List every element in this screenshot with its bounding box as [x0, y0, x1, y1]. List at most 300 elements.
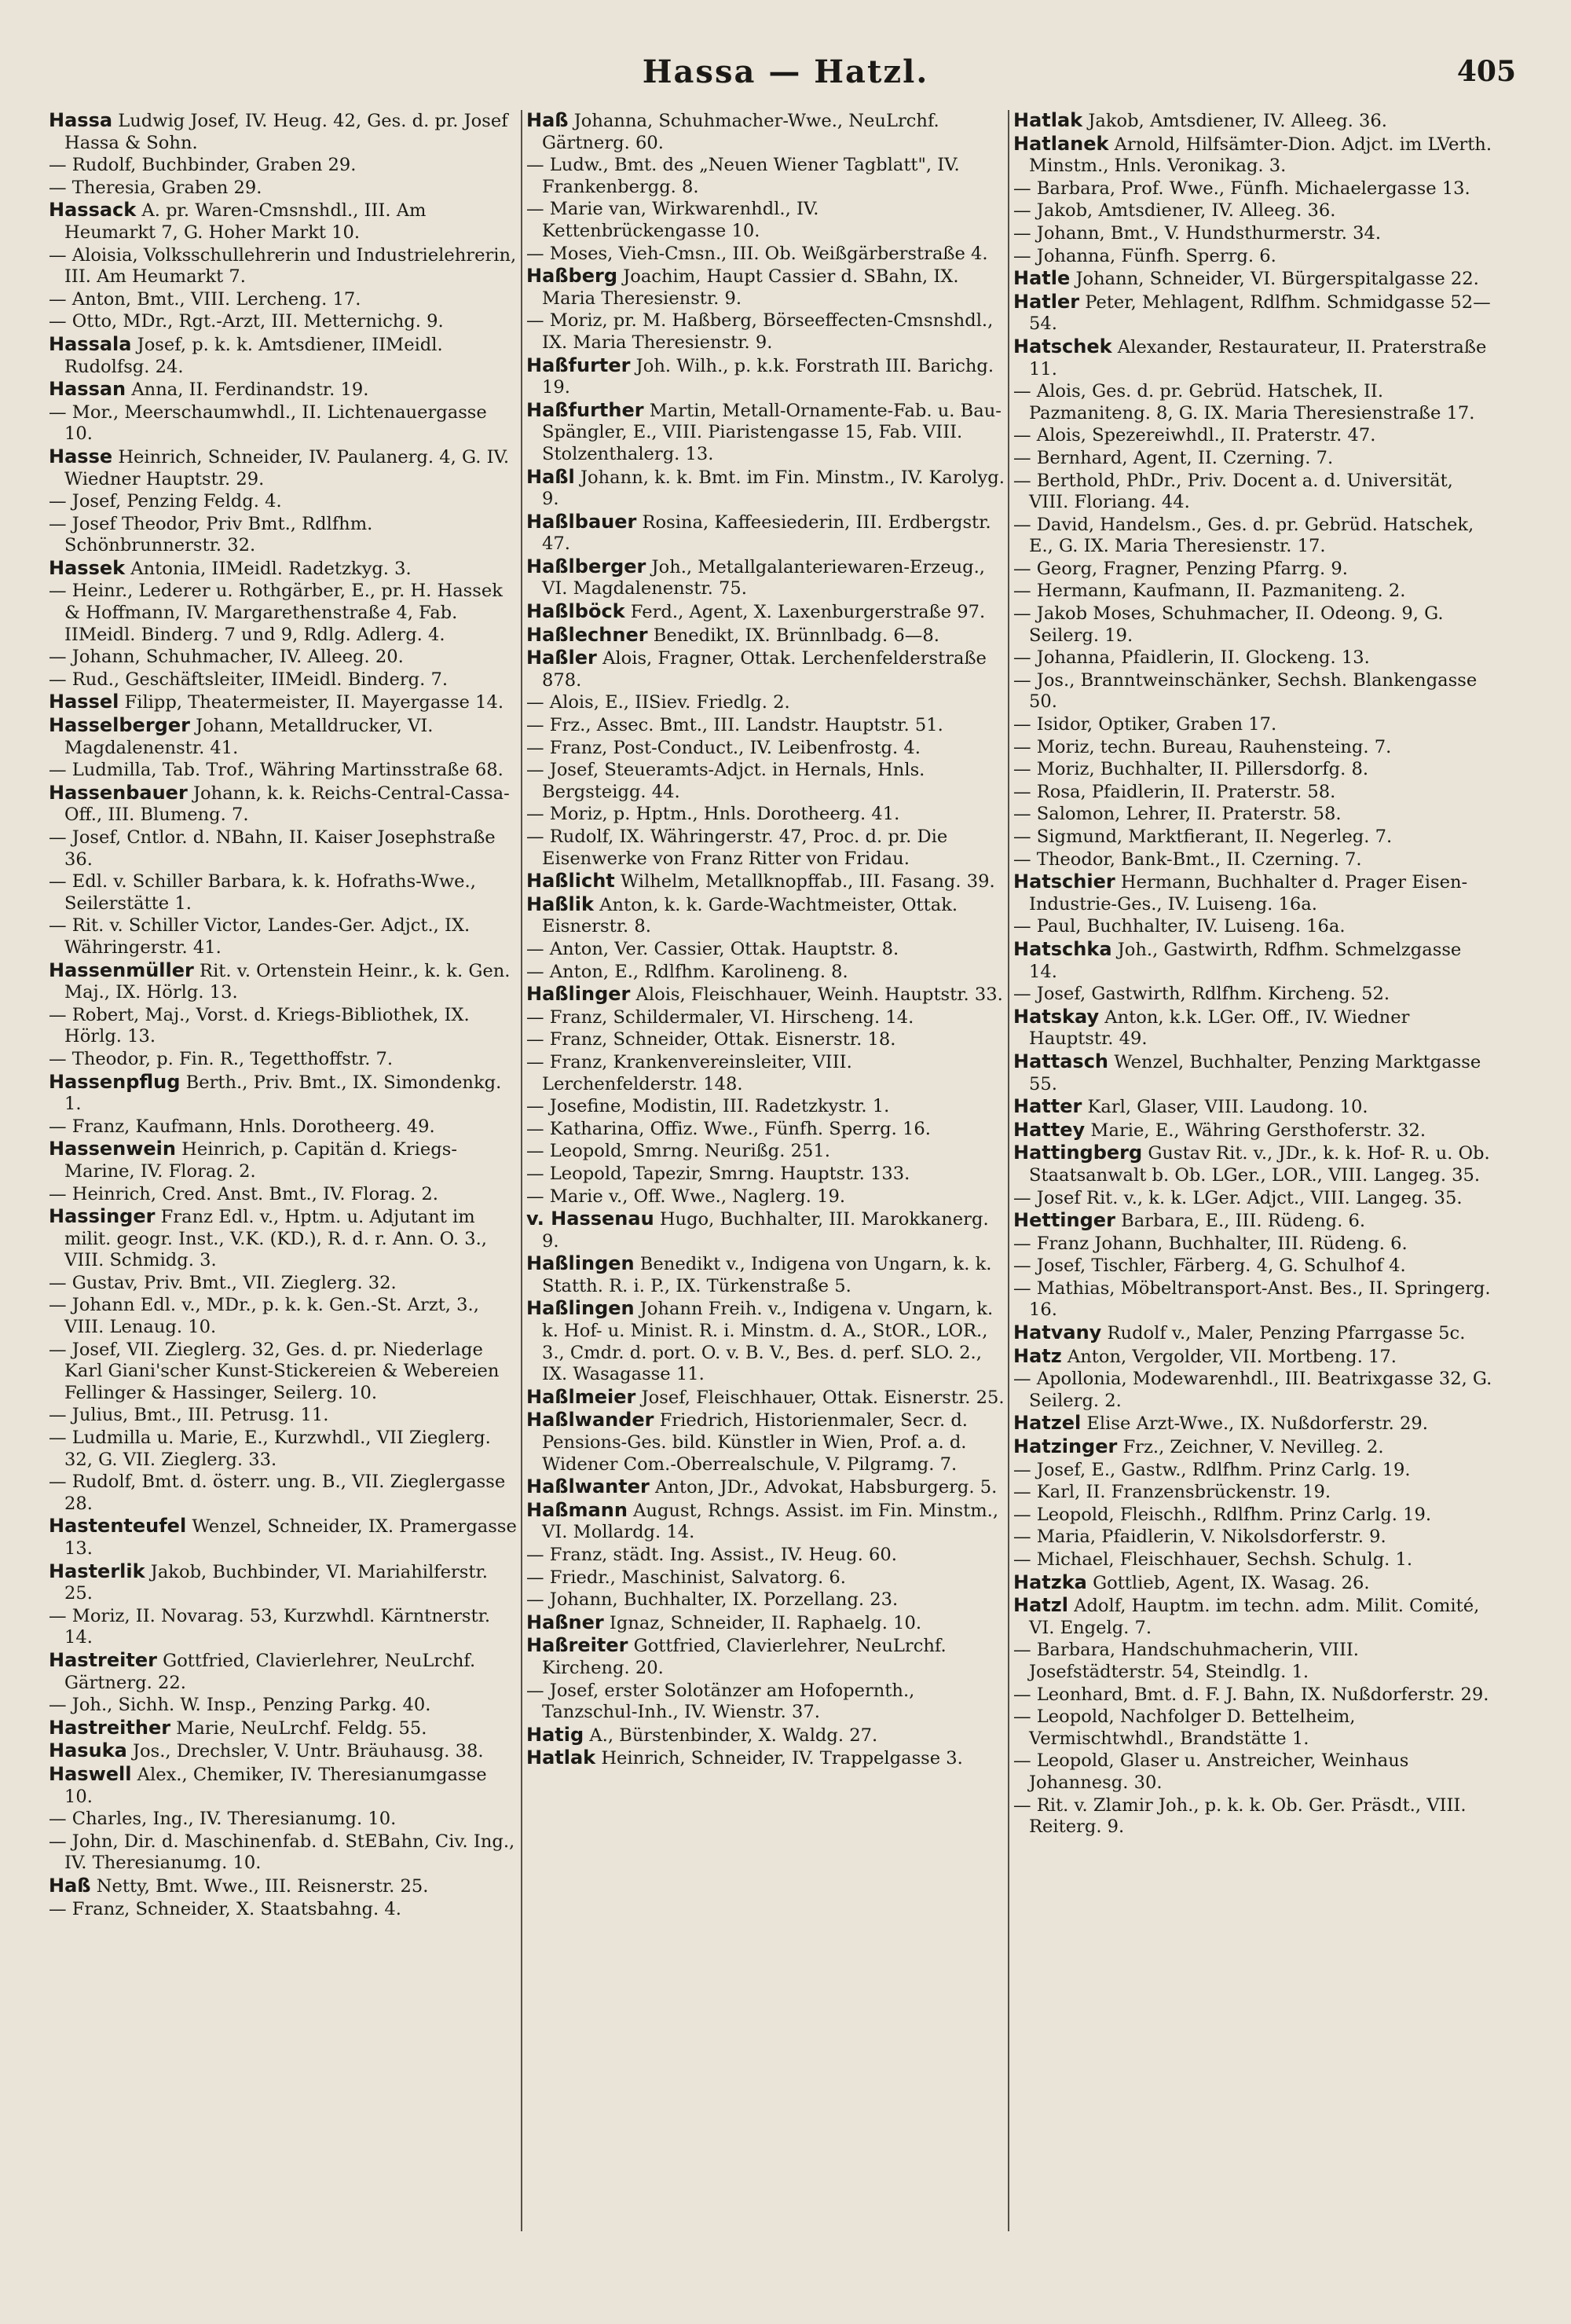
directory-entry — [49, 1561, 520, 1605]
directory-entry — [1013, 647, 1492, 669]
entry-details: — Anton, Bmt., VIII. Lercheng. 17. — [49, 288, 361, 310]
entry-surname: Haßlicht — [526, 870, 615, 893]
directory-entry — [1013, 1750, 1492, 1794]
directory-entry — [49, 1516, 520, 1560]
entry-details: — Theodor, p. Fin. R., Tegetthoffstr. 7. — [49, 1048, 394, 1069]
entry-details: — Moriz, techn. Bureau, Rauhensteing. 7. — [1013, 736, 1392, 757]
entry-details: — Berthold, PhDr., Priv. Docent a. d. Universität, VIII. Floriang. 44. — [1013, 470, 1453, 513]
entry-details: — Leopold, Nachfolger D. Bettelheim, Vermischtwhdl., Brandstätte 1. — [1013, 1706, 1356, 1749]
directory-entry — [1013, 1051, 1492, 1095]
directory-entry — [526, 1725, 1005, 1747]
entry-details: — Theodor, Bank-Bmt., II. Czerning. 7. — [1013, 849, 1362, 870]
entry-details: — Josef, Tischler, Färberg. 4, G. Schulhof 4. — [1013, 1255, 1406, 1277]
entry-surname: Haßmann — [526, 1498, 628, 1521]
entry-details: Berth., Priv. Bmt., IX. Simondenkg. 1. — [64, 1072, 502, 1115]
entry-details: — Mathias, Möbeltransport-Anst. Bes., II. Springerg. 16. — [1013, 1277, 1491, 1321]
entry-details: Marie, E., Währing Gersthoferstr. 32. — [1085, 1120, 1426, 1141]
entry-details: — Theresia, Graben 29. — [49, 177, 262, 198]
entry-details: — Leonhard, Bmt. d. F. J. Bahn, IX. Nußdorferstr. 29. — [1013, 1684, 1489, 1705]
directory-entry — [1013, 581, 1492, 603]
entry-details: — Josef, Penzing Feldg. 4. — [49, 491, 282, 512]
entry-details: — Moriz, Buchhalter, II. Pillersdorfg. 8. — [1013, 759, 1369, 780]
directory-entry — [526, 1409, 1005, 1475]
entry-details: — Rudolf, IX. Währingerstr. 47, Proc. d. pr. Die Eisenwerke von Franz Ritter von Fridau. — [526, 827, 948, 869]
entry-details: Joh., Metallgalanteriewaren-Erzeug., VI. Magdalenenstr. 75. — [542, 556, 985, 599]
entry-details: Anton, Vergolder, VII. Mortbeng. 17. — [1061, 1346, 1397, 1367]
entry-details: Wenzel, Buchhalter, Penzing Marktgasse 55. — [1029, 1051, 1481, 1094]
directory-entry — [49, 110, 520, 154]
directory-entry — [526, 511, 1005, 555]
entry-surname: Hassek — [49, 556, 126, 579]
entry-details: Alois, Fragner, Ottak. Lerchenfelderstraße 878. — [542, 648, 987, 691]
directory-entry — [526, 310, 1005, 354]
entry-details: — Heinrich, Cred. Anst. Bmt., IV. Florag. 2. — [49, 1183, 438, 1204]
entry-surname: Hatschek — [1013, 335, 1112, 357]
column-3 — [1013, 110, 1492, 2286]
directory-entry — [1013, 200, 1492, 222]
directory-entry — [49, 1049, 520, 1071]
entry-details: — Barbara, Handschuhmacherin, VIII. Josefstädterstr. 54, Steindlg. 1. — [1013, 1640, 1359, 1682]
directory-entry — [1013, 381, 1492, 424]
entry-details: — Maria, Pfaidlerin, V. Nikolsdorferstr. 9. — [1013, 1527, 1386, 1548]
entry-details: — Julius, Bmt., III. Petrusg. 11. — [49, 1405, 329, 1426]
entry-surname: Hassenmüller — [49, 959, 194, 981]
directory-entry — [1013, 559, 1492, 581]
entry-details: Martin, Metall-Ornamente-Fab. u. Bau-Spängler, E., VIII. Piaristengasse 15, Fab. VIII. Stolzenthalerg. 13. — [542, 400, 1002, 464]
directory-entry — [526, 110, 1005, 154]
entry-details: Filipp, Theatermeister, II. Mayergasse 14. — [119, 692, 504, 713]
entry-surname: Hattasch — [1013, 1050, 1109, 1072]
directory-entry — [49, 514, 520, 557]
directory-entry — [1013, 336, 1492, 380]
entry-details: Johann Freih. v., Indigena v. Ungarn, k. k. Hof- u. Minist. R. i. Minstm. d. A., StOR., LOR., 3., Cmdr. d. port. O. v. B. V., Bes. d. perf. SLO. 2., IX. Wasagasse 11. — [542, 1299, 994, 1385]
entry-details: — Bernhard, Agent, II. Czerning. 7. — [1013, 447, 1334, 468]
directory-entry — [49, 1831, 520, 1875]
entry-details: — Marie v., Off. Wwe., Naglerg. 19. — [526, 1186, 846, 1207]
directory-entry — [49, 783, 520, 827]
directory-entry — [49, 1072, 520, 1116]
entry-details: — Franz, Schneider, X. Staatsbahng. 4. — [49, 1898, 401, 1919]
directory-entry — [49, 558, 520, 581]
entry-details: Rosina, Kaffeesiederin, III. Erdbergstr. 47. — [542, 511, 991, 555]
directory-entry — [49, 960, 520, 1004]
entry-details: Benedikt, IX. Brünnlbadg. 6—8. — [647, 625, 939, 646]
entry-details: — Hermann, Kaufmann, II. Pazmaniteng. 2. — [1013, 581, 1406, 602]
entry-details: Johann, k. k. Bmt. im Fin. Minstm., IV. Karolyg. 9. — [542, 467, 1005, 510]
entry-details: — Josef, Steueramts-Adjct. in Hernals, Hnls. Bergsteigg. 44. — [526, 760, 925, 802]
directory-entry — [49, 871, 520, 915]
entry-details: — Rud., Geschäftsleiter, IIMeidl. Binderg. 7. — [49, 669, 449, 690]
directory-entry — [526, 984, 1005, 1006]
entry-details: Elise Arzt-Wwe., IX. Nußdorferstr. 29. — [1081, 1413, 1428, 1435]
entry-details: Alex., Chemiker, IV. Theresianumgasse 10. — [64, 1764, 487, 1807]
entry-details: — Paul, Buchhalter, IV. Luiseng. 16a. — [1013, 916, 1346, 937]
entry-surname: Hatlak — [1013, 110, 1083, 131]
entry-details: Joh. Wilh., p. k.k. Forstrath III. Barichg. 19. — [542, 355, 994, 398]
entry-details: — Josef, erster Solotänzer am Hofopernth., Tanzschul-Inh., IV. Wienstr. 37. — [526, 1680, 915, 1723]
directory-entry — [49, 311, 520, 333]
entry-details: — Rudolf, Buchbinder, Graben 29. — [49, 155, 357, 176]
directory-entry — [1013, 827, 1492, 849]
entry-surname: Hasuka — [49, 1739, 127, 1762]
entry-details: Jos., Drechsler, V. Untr. Bräuhausg. 38. — [126, 1741, 484, 1762]
directory-entry — [526, 1589, 1005, 1611]
entry-details: — Franz, Krankenvereinsleiter, VIII. Lerchenfelderstr. 148. — [526, 1051, 852, 1094]
entry-details: Rudolf v., Maler, Penzing Pfarrgasse 5c. — [1101, 1323, 1466, 1344]
entry-details: — Alois, Spezereiwhdl., II. Praterstr. 47. — [1013, 425, 1376, 446]
directory-entry — [1013, 223, 1492, 245]
directory-entry — [49, 1695, 520, 1717]
directory-entry — [49, 1005, 520, 1048]
entry-details: Anna, II. Ferdinandstr. 19. — [126, 379, 369, 401]
directory-entry — [49, 178, 520, 200]
entry-surname: Hatskay — [1013, 1005, 1100, 1028]
entry-details: — Jakob Moses, Schuhmacher, II. Odeong. 9, G. Seilerg. 19. — [1013, 603, 1444, 646]
entry-surname: Hassa — [49, 110, 113, 131]
entry-details: — Josef, Gastwirth, Rdlfhm. Kircheng. 52. — [1013, 984, 1390, 1005]
directory-entry — [526, 1387, 1005, 1409]
entry-details: A., Bürstenbinder, X. Waldg. 27. — [584, 1725, 878, 1746]
entry-details: — Josef, E., Gastw., Rdlfhm. Prinz Carlg. 19. — [1013, 1459, 1411, 1480]
entry-details: — Jos., Branntweinschänker, Sechsh. Blankengasse 50. — [1013, 669, 1478, 713]
entry-surname: Hassan — [49, 378, 126, 401]
directory-entry — [1013, 1706, 1492, 1750]
directory-entry — [1013, 782, 1492, 804]
entry-details: Jakob, Buchbinder, VI. Mariahilferstr. 25. — [64, 1561, 488, 1604]
directory-entry — [1013, 425, 1492, 447]
entry-details: — Katharina, Offiz. Wwe., Fünfh. Sperrg. 16. — [526, 1118, 931, 1139]
directory-entry — [526, 1253, 1005, 1297]
entry-surname: Hatzl — [1013, 1594, 1068, 1617]
entry-details: Heinrich, Schneider, IV. Paulanerg. 4, G. IV. Wiedner Hauptstr. 29. — [64, 446, 510, 489]
entry-surname: Hatz — [1013, 1344, 1062, 1367]
entry-details: Friedrich, Historienmaler, Secr. d. Pensions-Ges. bild. Künstler in Wien, Prof. a. d. Widener Com.-Oberrealschule, V. Pilgramg. 7. — [542, 1410, 968, 1475]
directory-entry — [1013, 515, 1492, 558]
entry-details: — Ludmilla, Tab. Trof., Währing Martinsstraße 68. — [49, 760, 504, 781]
directory-entry — [1013, 291, 1492, 335]
entry-details: — Marie van, Wirkwarenhdl., IV. Kettenbrückengasse 10. — [526, 199, 819, 241]
directory-entry — [1013, 246, 1492, 268]
directory-entry — [1013, 849, 1492, 871]
entry-details: Josef, Fleischhauer, Ottak. Eisnerstr. 25. — [635, 1387, 1005, 1408]
entry-surname: Haßlingen — [526, 1297, 635, 1320]
entry-details: Johann, k. k. Reichs-Central-Cassa-Off., III. Blumeng. 7. — [64, 783, 510, 826]
entry-surname: Hastreiter — [49, 1648, 157, 1671]
entry-surname: Haßlberger — [526, 555, 646, 577]
directory-entry — [526, 962, 1005, 984]
directory-entry — [49, 1650, 520, 1694]
entry-details: — Franz, Post-Conduct., IV. Leibenfrostg. 4. — [526, 737, 921, 758]
entry-surname: Haßner — [526, 1611, 604, 1633]
entry-surname: Hatschier — [1013, 871, 1115, 893]
entry-surname: Hatler — [1013, 290, 1080, 313]
entry-details: — Johann, Bmt., V. Hundsthurmerstr. 34. — [1013, 222, 1382, 244]
directory-entry — [1013, 1684, 1492, 1706]
entry-details: — Moses, Vieh-Cmsn., III. Ob. Weißgärberstraße 4. — [526, 243, 988, 264]
directory-entry — [526, 760, 1005, 803]
entry-surname: Hatzka — [1013, 1571, 1087, 1593]
entry-details: — Moriz, pr. M. Haßberg, Börseeffecten-Cmsnshdl., IX. Maria Theresienstr. 9. — [526, 310, 994, 353]
entry-surname: Hattey — [1013, 1118, 1086, 1141]
entry-details: — Edl. v. Schiller Barbara, k. k. Hofraths-Wwe., Seilerstätte 1. — [49, 871, 476, 914]
entry-details: — Leopold, Glaser u. Anstreicher, Weinhaus Johannesg. 30. — [1013, 1750, 1409, 1793]
entry-details: Marie, NeuLrchf. Feldg. 55. — [170, 1717, 427, 1739]
directory-entry — [1013, 916, 1492, 938]
entry-details: Karl, Glaser, VIII. Laudong. 10. — [1082, 1097, 1368, 1118]
entry-details: — Alois, E., IISiev. Friedlg. 2. — [526, 692, 790, 713]
directory-entry — [1013, 1413, 1492, 1435]
directory-entry — [526, 1500, 1005, 1544]
entry-surname: Hatschka — [1013, 937, 1112, 960]
directory-entry — [526, 738, 1005, 760]
directory-entry — [1013, 737, 1492, 759]
directory-entry — [526, 1635, 1005, 1679]
directory-entry — [1013, 110, 1492, 133]
entry-details: Anton, k.k. LGer. Off., IV. Wiedner Hauptstr. 49. — [1029, 1006, 1410, 1050]
entry-details: — Rit. v. Schiller Victor, Landes-Ger. Adjct., IX. Währingerstr. 41. — [49, 915, 471, 958]
entry-details: — Karl, II. Franzensbrückenstr. 19. — [1013, 1482, 1331, 1503]
entry-surname: Hassel — [49, 691, 119, 713]
entry-details: Barbara, E., III. Rüdeng. 6. — [1115, 1211, 1366, 1232]
entry-details: Frz., Zeichner, V. Nevilleg. 2. — [1117, 1437, 1384, 1458]
entry-surname: Hassinger — [49, 1205, 156, 1228]
directory-entry — [526, 1096, 1005, 1118]
directory-entry — [1013, 1505, 1492, 1527]
directory-entry — [49, 1428, 520, 1471]
entry-details: — Franz, Kaufmann, Hnls. Dorotheerg. 49. — [49, 1116, 435, 1137]
directory-entry — [526, 1567, 1005, 1589]
entry-surname: Haßfurter — [526, 354, 631, 376]
entry-surname: Hatle — [1013, 267, 1071, 290]
directory-entry — [49, 200, 520, 244]
directory-entry — [1013, 1369, 1492, 1412]
directory-entry — [49, 1764, 520, 1808]
entry-details: — Robert, Maj., Vorst. d. Kriegs-Bibliothek, IX. Hörlg. 13. — [49, 1004, 470, 1047]
entry-surname: Haßl — [526, 465, 575, 488]
directory-entry — [1013, 1346, 1492, 1369]
entry-details: — Leopold, Fleischh., Rdlfhm. Prinz Carlg. 19. — [1013, 1504, 1432, 1525]
directory-entry — [526, 1029, 1005, 1051]
entry-details: — Ludw., Bmt. des „Neuen Wiener Tagblatt", IV. Frankenbergg. 8. — [526, 155, 960, 197]
entry-details: A. pr. Waren-Cmsnshdl., III. Am Heumarkt 7, G. Hoher Markt 10. — [64, 200, 427, 243]
entry-surname: Hatzel — [1013, 1412, 1082, 1435]
directory-entry — [1013, 871, 1492, 915]
entry-details: — Moriz, II. Novarag. 53, Kurzwhdl. Kärntnerstr. 14. — [49, 1605, 491, 1648]
directory-entry — [1013, 471, 1492, 514]
directory-entry — [49, 379, 520, 401]
directory-entry — [1013, 1233, 1492, 1255]
directory-entry — [49, 1809, 520, 1831]
page-title: Hassa — Hatzl. — [642, 53, 929, 90]
directory-entry — [49, 827, 520, 871]
entry-surname: Haßberg — [526, 265, 618, 288]
directory-entry — [1013, 1795, 1492, 1838]
directory-entry — [1013, 178, 1492, 200]
directory-entry — [49, 1606, 520, 1649]
directory-entry — [49, 446, 520, 490]
directory-entry — [1013, 1188, 1492, 1210]
entry-details: Gottlieb, Agent, IX. Wasag. 26. — [1086, 1572, 1370, 1593]
entry-surname: Hassala — [49, 332, 132, 355]
entry-details: — Josefine, Modistin, III. Radetzkystr. 1. — [526, 1096, 890, 1117]
entry-details: Heinrich, p. Capitän d. Kriegs-Marine, IV. Florag. 2. — [64, 1139, 457, 1182]
directory-entry — [526, 804, 1005, 826]
directory-entry — [526, 266, 1005, 310]
directory-entry — [1013, 939, 1492, 983]
entry-details: Heinrich, Schneider, IV. Trappelgasse 3. — [595, 1748, 963, 1769]
entry-surname: Haßlechner — [526, 623, 648, 646]
entry-details: Ludwig Josef, IV. Heug. 42, Ges. d. pr. Josef Hassa & Sohn. — [64, 111, 508, 153]
entry-details: — Anton, Ver. Cassier, Ottak. Hauptstr. 8. — [526, 938, 899, 959]
directory-entry — [49, 1740, 520, 1763]
entry-details: Wilhelm, Metallknopffab., III. Fasang. 39. — [614, 871, 995, 893]
directory-entry — [1013, 1572, 1492, 1595]
directory-entry — [1013, 134, 1492, 178]
directory-entry — [1013, 1436, 1492, 1459]
entry-surname: Hatig — [526, 1723, 584, 1746]
entry-details: — Franz, städt. Ing. Assist., IV. Heug. 60. — [526, 1545, 897, 1565]
entry-surname: v. Hassenau — [526, 1208, 654, 1230]
entry-details: Johann, Metalldrucker, VI. Magdalenenstr. 41. — [64, 716, 434, 758]
entry-details: Benedikt v., Indigena von Ungarn, k. k. Statth. R. i. P., IX. Türkenstraße 5. — [542, 1254, 992, 1296]
entry-details: Alexander, Restaurateur, II. Praterstraße 11. — [1029, 336, 1487, 379]
entry-details: — Johann, Schuhmacher, IV. Alleeg. 20. — [49, 647, 404, 668]
entry-details: Johanna, Schuhmacher-Wwe., NeuLrchf. Gärtnerg. 60. — [542, 111, 939, 153]
entry-surname: Haßlwanter — [526, 1475, 650, 1498]
column-1 — [49, 110, 520, 2286]
entry-details: — Otto, MDr., Rgt.-Arzt, III. Metternichg. 9. — [49, 311, 444, 332]
directory-entry — [526, 155, 1005, 198]
entry-surname: Haßlböck — [526, 600, 625, 623]
entry-details: — Barbara, Prof. Wwe., Fünfh. Michaelergasse 13. — [1013, 178, 1470, 199]
directory-entry — [49, 669, 520, 691]
directory-entry — [526, 625, 1005, 647]
directory-entry — [49, 1116, 520, 1138]
entry-details: Joachim, Haupt Cassier d. SBahn, IX. Maria Theresienstr. 9. — [542, 266, 959, 309]
directory-entry — [49, 760, 520, 782]
entry-details: — Mor., Meerschaumwhdl., II. Lichtenauergasse 10. — [49, 401, 487, 445]
entry-surname: Hassenwein — [49, 1138, 176, 1160]
entry-details: Alois, Fleischhauer, Weinh. Hauptstr. 33. — [630, 984, 1003, 1006]
entry-details: Adolf, Hauptm. im techn. adm. Milit. Comité, VI. Engelg. 7. — [1029, 1596, 1480, 1638]
entry-details: — Gustav, Priv. Bmt., VII. Zieglerg. 32. — [49, 1272, 397, 1293]
entry-details: — Isidor, Optiker, Graben 17. — [1013, 714, 1277, 735]
directory-entry — [49, 1273, 520, 1295]
directory-entry — [526, 1141, 1005, 1163]
directory-entry — [1013, 268, 1492, 291]
directory-entry — [1013, 1255, 1492, 1277]
entry-details: — Johanna, Fünfh. Sperrg. 6. — [1013, 245, 1276, 266]
entry-surname: Haßlwander — [526, 1409, 654, 1431]
directory-entry — [526, 1612, 1005, 1635]
directory-entry — [1013, 1210, 1492, 1233]
directory-entry — [1013, 984, 1492, 1006]
directory-entry — [49, 1875, 520, 1898]
entry-details: — Josef, Cntlor. d. NBahn, II. Kaiser Josephstraße 36. — [49, 827, 496, 870]
entry-details: — Salomon, Lehrer, II. Praterstr. 58. — [1013, 804, 1342, 825]
entry-details: Netty, Bmt. Wwe., III. Reisnerstr. 25. — [90, 1875, 429, 1897]
directory-entry — [49, 402, 520, 445]
directory-entry — [49, 1472, 520, 1515]
directory-entry — [526, 1186, 1005, 1208]
directory-entry — [1013, 1278, 1492, 1321]
entry-surname: Hatlak — [526, 1747, 596, 1769]
directory-entry — [526, 894, 1005, 938]
entry-details: — Michael, Fleischhauer, Sechsh. Schulg. 1. — [1013, 1549, 1413, 1570]
entry-details: — Joh., Sichh. W. Insp., Penzing Parkg. 40. — [49, 1695, 431, 1716]
directory-entry — [1013, 714, 1492, 736]
directory-entry — [1013, 670, 1492, 713]
directory-entry — [49, 1206, 520, 1272]
directory-entry — [526, 1298, 1005, 1385]
directory-entry — [526, 1007, 1005, 1029]
directory-entry — [49, 491, 520, 513]
entry-details: — Johann Edl. v., MDr., p. k. k. Gen.-St. Arzt, 3., VIII. Lenaug. 10. — [49, 1295, 479, 1338]
directory-entry — [1013, 1322, 1492, 1345]
directory-entry — [1013, 1460, 1492, 1482]
entry-details: — Johanna, Pfaidlerin, II. Glockeng. 13. — [1013, 647, 1370, 669]
directory-entry — [526, 1052, 1005, 1095]
entry-surname: Hatvany — [1013, 1321, 1102, 1344]
entry-surname: Hassenpflug — [49, 1070, 181, 1093]
entry-details: — Ludmilla u. Marie, E., Kurzwhdl., VII Zieglerg. 32, G. VII. Zieglerg. 33. — [49, 1428, 491, 1470]
entry-details: Franz Edl. v., Hptm. u. Adjutant im milit. geogr. Inst., V.K. (KD.), R. d. r. Ann. O. 3., VIII. Schmidg. 3. — [64, 1207, 487, 1271]
entry-details: Anton, JDr., Advokat, Habsburgerg. 5. — [649, 1477, 998, 1498]
entry-details: — Heinr., Lederer u. Rothgärber, E., pr. H. Hassek & Hoffmann, IV. Margarethenstraße 4, Fab. IIMeidl. Binderg. 7 und 9, Rdlg. Adlerg. 4. — [49, 581, 503, 645]
entry-details: — Sigmund, Marktfierant, II. Negerleg. 7. — [1013, 827, 1393, 847]
directory-entry — [526, 1119, 1005, 1141]
entry-surname: Haßlbauer — [526, 510, 637, 533]
entry-surname: Hastenteufel — [49, 1515, 187, 1538]
entry-details: Peter, Mehlagent, Rdlfhm. Schmidgasse 52—54. — [1029, 291, 1491, 335]
directory-entry — [1013, 1006, 1492, 1050]
entry-details: — Apollonia, Modewarenhdl., III. Beatrixgasse 32, G. Seilerg. 2. — [1013, 1369, 1492, 1411]
directory-entry — [49, 1340, 520, 1405]
directory-entry — [526, 647, 1005, 691]
entry-details: August, Rchngs. Assist. im Fin. Minstm., VI. Mollardg. 14. — [542, 1500, 999, 1543]
directory-entry — [526, 1681, 1005, 1724]
directory-entry — [1013, 1595, 1492, 1639]
entry-surname: Hasselberger — [49, 714, 190, 737]
page-header — [55, 47, 1516, 102]
directory-entry — [526, 244, 1005, 266]
entry-details: — Leopold, Smrng. Neurißg. 251. — [526, 1141, 830, 1162]
directory-entry — [1013, 448, 1492, 470]
directory-entry — [49, 715, 520, 759]
entry-surname: Hatzinger — [1013, 1435, 1118, 1458]
entry-surname: Haßfurther — [526, 398, 644, 421]
directory-entry — [49, 1405, 520, 1427]
entry-details: — Aloisia, Volksschullehrerin und Industrielehrerin, III. Am Heumarkt 7. — [49, 244, 517, 288]
directory-entry — [526, 1164, 1005, 1186]
entry-details: — Frz., Assec. Bmt., III. Landstr. Hauptstr. 51. — [526, 715, 943, 736]
entry-surname: Haßlinger — [526, 983, 631, 1006]
entry-details: — Rudolf, Bmt. d. österr. ung. B., VII. Zieglergasse 28. — [49, 1472, 506, 1514]
directory-entry — [526, 556, 1005, 600]
directory-entry — [526, 355, 1005, 399]
directory-entry — [49, 289, 520, 311]
entry-details: — John, Dir. d. Maschinenfab. d. StEBahn, Civ. Ing., IV. Theresianumg. 10. — [49, 1831, 515, 1874]
directory-entry — [526, 467, 1005, 511]
page-number: 405 — [1456, 55, 1516, 88]
entry-surname: Hatlanek — [1013, 132, 1109, 155]
entry-details: Gottfried, Clavierlehrer, NeuLrchf. Kircheng. 20. — [542, 1636, 947, 1678]
directory-entry — [526, 827, 1005, 870]
entry-surname: Haßler — [526, 647, 597, 669]
directory-entry — [526, 199, 1005, 242]
directory-entry — [49, 1138, 520, 1182]
entry-details: Wenzel, Schneider, IX. Pramergasse 13. — [64, 1516, 517, 1559]
